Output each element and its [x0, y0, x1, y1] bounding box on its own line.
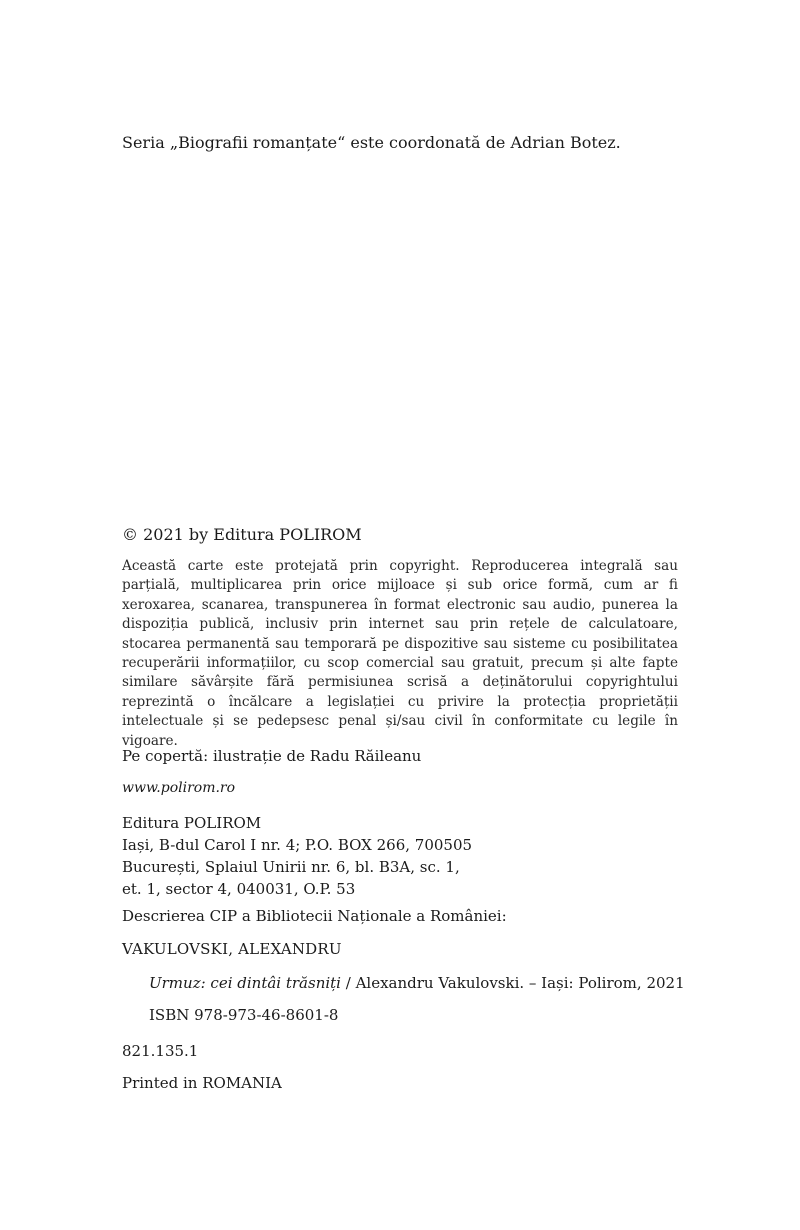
cip-header: Descrierea CIP a Bibliotecii Naționale a României: [122, 907, 507, 925]
address-line: București, Splaiul Unirii nr. 6, bl. B3A, sc. 1, [122, 858, 460, 876]
cip-responsibility: / Alexandru Vakulovski. – Iași: Polirom, 2021 [340, 974, 685, 992]
publisher-name: Editura POLIROM [122, 814, 262, 832]
udc-code: 821.135.1 [122, 1042, 199, 1060]
cover-credit: Pe copertă: ilustrație de Radu Răileanu [122, 747, 422, 765]
cip-book-title: Urmuz: cei dintâi trăsniți [149, 974, 341, 992]
series-note: Seria „Biografii romanțate“ este coordonată de Adrian Botez. [122, 133, 621, 152]
address-line: et. 1, sector 4, 040031, O.P. 53 [122, 880, 356, 898]
cip-author: VAKULOVSKI, ALEXANDRU [122, 940, 342, 958]
cip-title-entry [149, 974, 685, 992]
isbn: ISBN 978-973-46-8601-8 [149, 1006, 339, 1024]
legal-notice: Această carte este protejată prin copyright. Reproducerea integrală sau parțială, multiplicarea prin orice mijloace și sub orice formă, cum ar fi xeroxarea, scanarea, transpunerea în format electronic sau audio, punerea la dispoziția publică, inclusiv prin internet sau prin rețele de calculatoare, stocarea permanentă sau temporară pe dispozitive sau sisteme cu posibilitatea recuperării informațiilor, cu scop comercial sau gratuit, precum și alte fapte similare săvârșite fără permisiunea scrisă a deținătorului copyrightului reprezintă o încălcare a legislației cu privire la protecția proprietății intelectuale și se pedepsesc penal și/sau civil în conformitate cu legile în vigoare. [122, 558, 678, 749]
publisher-website-link[interactable]: www.polirom.ro [122, 780, 236, 796]
address-line: Iași, B-dul Carol I nr. 4; P.O. BOX 266, 700505 [122, 836, 473, 854]
publisher-address-block [122, 812, 472, 900]
copyright-header: © 2021 by Editura POLIROM [122, 525, 362, 544]
printed-in: Printed in ROMANIA [122, 1074, 282, 1092]
